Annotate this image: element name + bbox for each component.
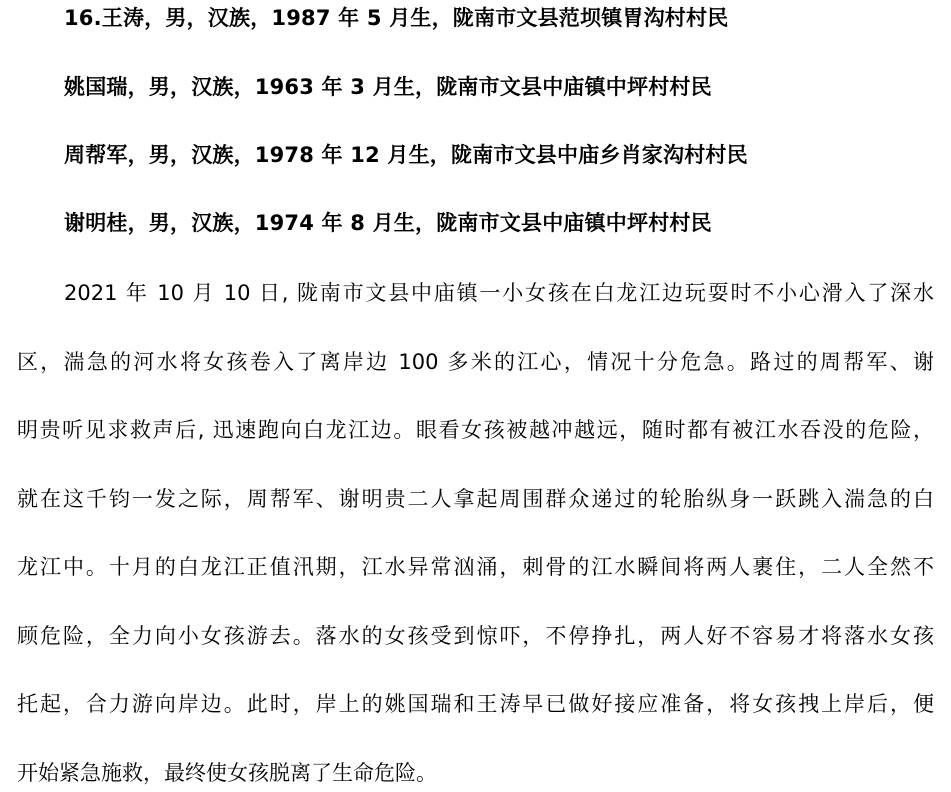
paragraph-line: 龙江中。十月的白龙江正值汛期，江水异常汹涌，刺骨的江水瞬间将两人裹住，二人全然不 bbox=[17, 555, 934, 579]
paragraph-line: 就在这千钧一发之际，周帮军、谢明贵二人拿起周围群众递过的轮胎纵身一跃跳入湍急的白 bbox=[17, 487, 934, 511]
person-heading-wang-tao: 16.王涛，男，汉族，1987 年 5 月生，陇南市文县范坝镇胃沟村村民 bbox=[64, 6, 729, 30]
paragraph-line: 2021 年 10 月 10 日, 陇南市文县中庙镇一小女孩在白龙江边玩耍时不小心滑入了深水 bbox=[64, 281, 934, 305]
person-heading-xie-minggui: 谢明桂，男，汉族，1974 年 8 月生，陇南市文县中庙镇中坪村村民 bbox=[64, 211, 712, 235]
paragraph-line: 顾危险，全力向小女孩游去。落水的女孩受到惊吓，不停挣扎，两人好不容易才将落水女孩 bbox=[17, 624, 934, 648]
paragraph-line: 托起，合力游向岸边。此时，岸上的姚国瑞和王涛早已做好接应准备，将女孩拽上岸后，便 bbox=[17, 692, 934, 716]
person-heading-zhou-bangjun: 周帮军，男，汉族，1978 年 12 月生，陇南市文县中庙乡肖家沟村村民 bbox=[64, 143, 748, 167]
paragraph-line: 开始紧急施救，最终使女孩脱离了生命危险。 bbox=[17, 761, 437, 785]
paragraph-line: 区，湍急的河水将女孩卷入了离岸边 100 多米的江心，情况十分危急。路过的周帮军、谢 bbox=[17, 350, 934, 374]
paragraph-line: 明贵听见求救声后, 迅速跑向白龙江边。眼看女孩被越冲越远，随时都有被江水吞没的危险， bbox=[17, 418, 934, 442]
person-heading-yao-guorui: 姚国瑞，男，汉族，1963 年 3 月生，陇南市文县中庙镇中坪村村民 bbox=[64, 75, 712, 99]
